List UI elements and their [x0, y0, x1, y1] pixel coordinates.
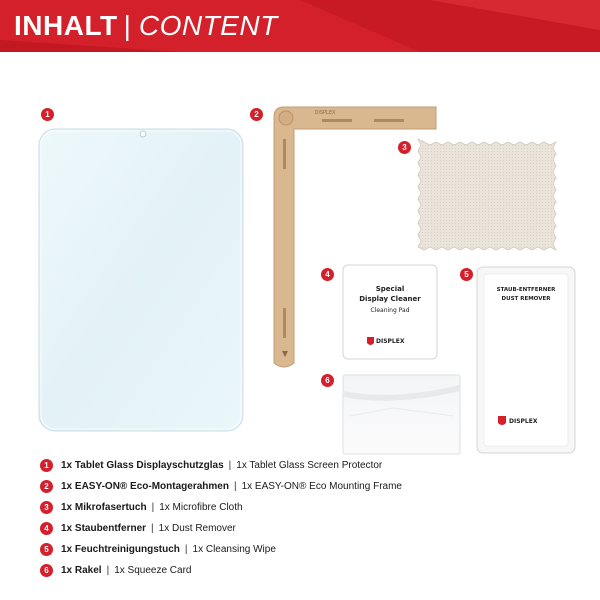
- legend-german: 1x EASY-ON® Eco-Montagerahmen: [61, 481, 229, 492]
- legend-english: 1x Dust Remover: [158, 523, 236, 534]
- page-title: [14, 8, 278, 44]
- cleaner-title: [344, 284, 436, 304]
- legend-separator: |: [151, 502, 155, 513]
- legend-english: 1x Squeeze Card: [114, 565, 192, 576]
- cleaner-brand: DISPLEX: [376, 338, 405, 345]
- product-number-badge: 4: [321, 268, 334, 281]
- legend-number-badge: 2: [40, 480, 53, 493]
- legend-english: 1x EASY-ON® Eco Mounting Frame: [241, 481, 402, 492]
- product-number-badge: 1: [41, 108, 54, 121]
- tablet-glass-icon: [36, 124, 246, 434]
- legend-number-badge: 1: [40, 459, 53, 472]
- legend-english: 1x Cleansing Wipe: [192, 544, 276, 555]
- wipe-title: [480, 286, 572, 304]
- legend-german: 1x Tablet Glass Displayschutzglas: [61, 460, 224, 471]
- microfibre-cloth-icon: [410, 136, 580, 256]
- frame-brand-label: DISPLEX: [314, 110, 336, 116]
- header-banner: [0, 0, 600, 52]
- title-separator: |: [123, 10, 131, 41]
- title-english: CONTENT: [138, 10, 278, 41]
- wipe-title-line1: STAUB-ENTFERNER: [496, 287, 556, 293]
- wipe-title-line2: DUST REMOVER: [501, 296, 551, 302]
- legend-english: 1x Microfibre Cloth: [159, 502, 243, 513]
- legend-german: 1x Staubentferner: [61, 523, 147, 534]
- legend-number-badge: 3: [40, 501, 53, 514]
- legend-separator: |: [184, 544, 188, 555]
- product-number-badge: 2: [250, 108, 263, 121]
- squeeze-card-icon: [342, 374, 462, 456]
- title-german: INHALT: [14, 10, 118, 41]
- legend-separator: |: [106, 565, 110, 576]
- wipe-brand: DISPLEX: [509, 418, 538, 425]
- cleaner-subtitle: Cleaning Pad: [370, 307, 410, 314]
- cleaner-title-line1: Special: [375, 285, 405, 293]
- legend-separator: |: [151, 523, 154, 534]
- legend-number-badge: 5: [40, 543, 53, 556]
- legend-german: 1x Mikrofasertuch: [61, 502, 147, 513]
- product-number-badge: 3: [398, 141, 411, 154]
- legend-german: 1x Rakel: [61, 565, 102, 576]
- legend-german: 1x Feuchtreinigungstuch: [61, 544, 180, 555]
- legend-separator: |: [233, 481, 237, 492]
- legend-separator: |: [228, 460, 232, 471]
- legend-english: 1x Tablet Glass Screen Protector: [236, 460, 383, 471]
- product-number-badge: 6: [321, 374, 334, 387]
- legend-number-badge: 6: [40, 564, 53, 577]
- product-number-badge: 5: [460, 268, 473, 281]
- cleaner-title-line2: Display Cleaner: [359, 295, 421, 303]
- legend-number-badge: 4: [40, 522, 53, 535]
